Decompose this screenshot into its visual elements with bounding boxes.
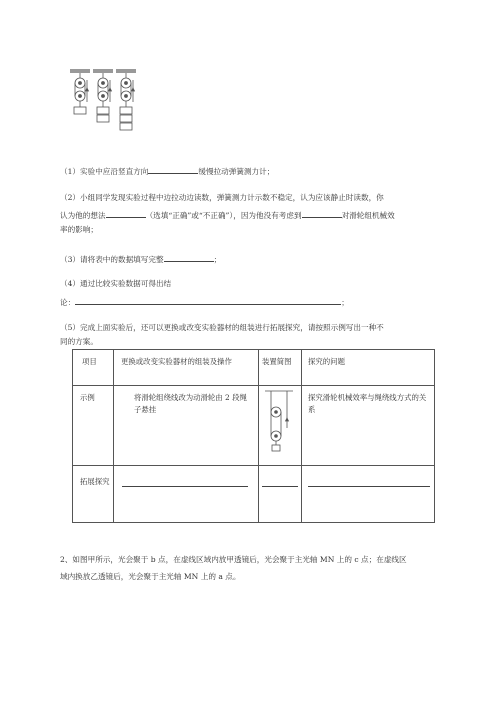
example-question: 探究滑轮机械效率与绳绕线方式的关系	[308, 393, 427, 414]
q4-line-1: （4）通过比较实验数据可得出结	[60, 279, 172, 288]
q2-answer-blank-1[interactable]	[106, 209, 146, 218]
q2-line-1: （2）小组同学发现实验过程中边拉动边读数，弹簧测力计示数不稳定，认为应该静止时读数，你	[60, 193, 384, 202]
extension-question-cell[interactable]	[302, 466, 435, 523]
q2-text-b: （选填“正确”或“不正确”），因为他没有考虑到	[145, 211, 302, 220]
q2-answer-blank-2[interactable]	[302, 209, 342, 218]
header-operation: 更换或改变实验器材的组装及操作	[121, 357, 232, 366]
example-label: 示例	[80, 393, 95, 402]
q3-text-b: ；	[213, 255, 222, 264]
extension-operation-cell[interactable]	[114, 466, 259, 523]
q5-line-2: 同的方案。	[60, 337, 98, 346]
pulley-rig-2	[93, 69, 113, 122]
header-item: 项目	[82, 357, 97, 366]
header-cell-item	[73, 350, 114, 386]
movable-pulley-diagram	[263, 388, 297, 458]
q3-text-a: （3）请将表中的数据填写完整	[60, 255, 164, 264]
extension-operation-blank[interactable]	[122, 486, 248, 487]
pulley-rig-1	[70, 69, 90, 114]
q1-text-a: （1）实验中应沿竖直方向	[60, 167, 149, 176]
header-cell-operation	[114, 350, 259, 386]
extension-label: 拓展探究	[80, 477, 110, 486]
problem2-line-2: 域内换放乙透镜后，光会聚于主光轴 MN 上的 a 点。	[60, 572, 241, 581]
extension-question-blank[interactable]	[308, 486, 430, 487]
q3-answer-blank[interactable]	[164, 253, 214, 262]
pulley-figure	[68, 66, 140, 138]
problem2-line-1: 2、如图甲所示，光会聚于 b 点，在虚线区域内放甲透镜后，光会聚于主光轴 MN 上的 c 点；在虚线区	[60, 555, 407, 564]
q1-text-b: 缓慢拉动弹簧测力计；	[198, 167, 275, 176]
exploration-table	[72, 349, 435, 523]
q2-text-a: 认为他的想法	[60, 211, 106, 220]
pulley-rig-3	[116, 69, 136, 130]
header-question: 探究的问题	[308, 357, 345, 366]
q4-answer-blank[interactable]	[75, 296, 341, 305]
question-3	[60, 253, 221, 265]
example-diagram-cell	[259, 386, 302, 466]
q2-text-c: 对滑轮组机械效	[341, 211, 395, 220]
header-cell-question	[302, 350, 435, 386]
extension-diagram-blank[interactable]	[262, 486, 298, 487]
q4-text-b: ；	[341, 298, 349, 307]
header-cell-diagram	[259, 350, 302, 386]
q4-line-2	[60, 296, 349, 308]
q1-answer-blank[interactable]	[148, 165, 198, 174]
q4-text-a: 论：	[60, 298, 76, 307]
table-header-row	[73, 350, 435, 386]
example-operation: 将滑轮组绕线改为动滑轮由 2 段绳子悬挂	[134, 393, 247, 414]
example-operation-cell	[114, 386, 259, 466]
table-example-row	[73, 386, 435, 466]
question-1	[60, 165, 274, 177]
example-question-cell	[302, 386, 435, 466]
extension-label-cell	[73, 466, 114, 523]
header-diagram: 装置简图	[262, 357, 292, 366]
q5-line-1: （5）完成上面实验后，还可以更换或改变实验器材的组装进行拓展探究，请按照示例写出一种不	[60, 323, 384, 332]
example-label-cell	[73, 386, 114, 466]
q2-line-3: 率的影响；	[60, 225, 98, 234]
table-extension-row	[73, 466, 435, 523]
q2-line-2	[60, 209, 395, 221]
extension-diagram-cell[interactable]	[259, 466, 302, 523]
